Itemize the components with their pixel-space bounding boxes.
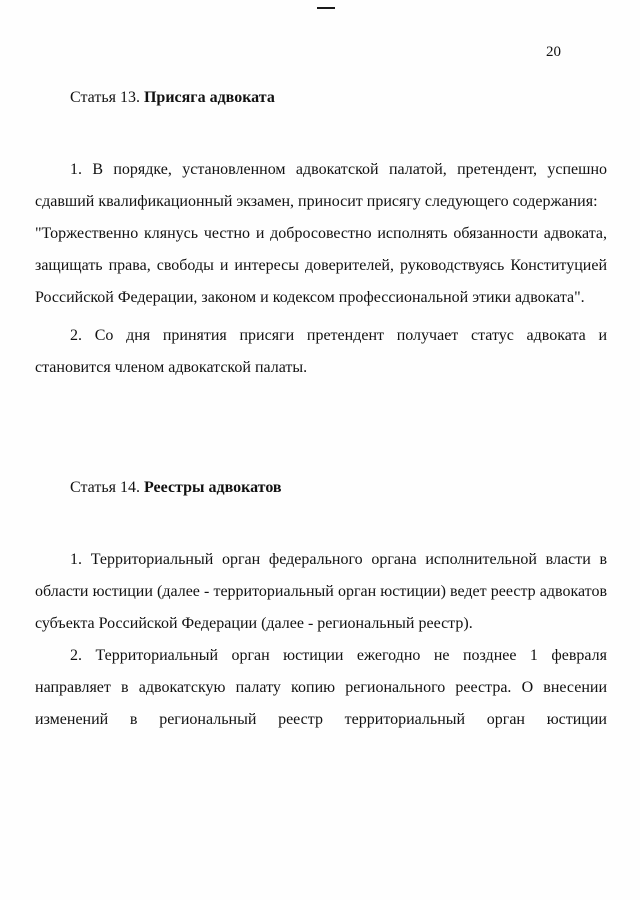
- article-13-paragraph-1: 1. В порядке, установленном адвокатской палатой, претендент, успешно сдавший квалификационный экзамен, приносит присягу следующего содержания:: [35, 161, 607, 210]
- article-14-paragraph-1: 1. Территориальный орган федерального органа исполнительной власти в области юстиции (далее - территориальный орган юстиции) ведет реестр адвокатов субъекта Российской Федерации (далее - региональный реестр).: [35, 551, 607, 632]
- article-13-number: Статья 13.: [70, 89, 144, 106]
- article-13-oath-quote: "Торжественно клянусь честно и добросовестно исполнять обязанности адвоката, защищать права, свободы и интересы доверителей, руководствуясь Конституцией Российской Федерации, законом и кодексом профессиональной этики адвоката".: [35, 225, 607, 306]
- article-13-paragraph-2: 2. Со дня принятия присяги претендент получает статус адвоката и становится членом адвокатской палаты.: [35, 327, 607, 376]
- top-edge-mark: [317, 7, 335, 9]
- article-13: [35, 82, 607, 384]
- article-14-heading: [35, 472, 607, 504]
- page-number: 20: [546, 44, 561, 60]
- article-14-number: Статья 14.: [70, 479, 144, 496]
- article-13-heading: [35, 82, 607, 114]
- article-14-title: Реестры адвокатов: [143, 479, 282, 496]
- article-13-title: Присяга адвоката: [143, 89, 275, 106]
- article-14: [35, 472, 607, 736]
- article-14-paragraph-2: 2. Территориальный орган юстиции ежегодно не позднее 1 февраля направляет в адвокатскую палату копию регионального реестра. О внесении изменений в региональный реестр территориальный орган юстиции: [35, 647, 607, 728]
